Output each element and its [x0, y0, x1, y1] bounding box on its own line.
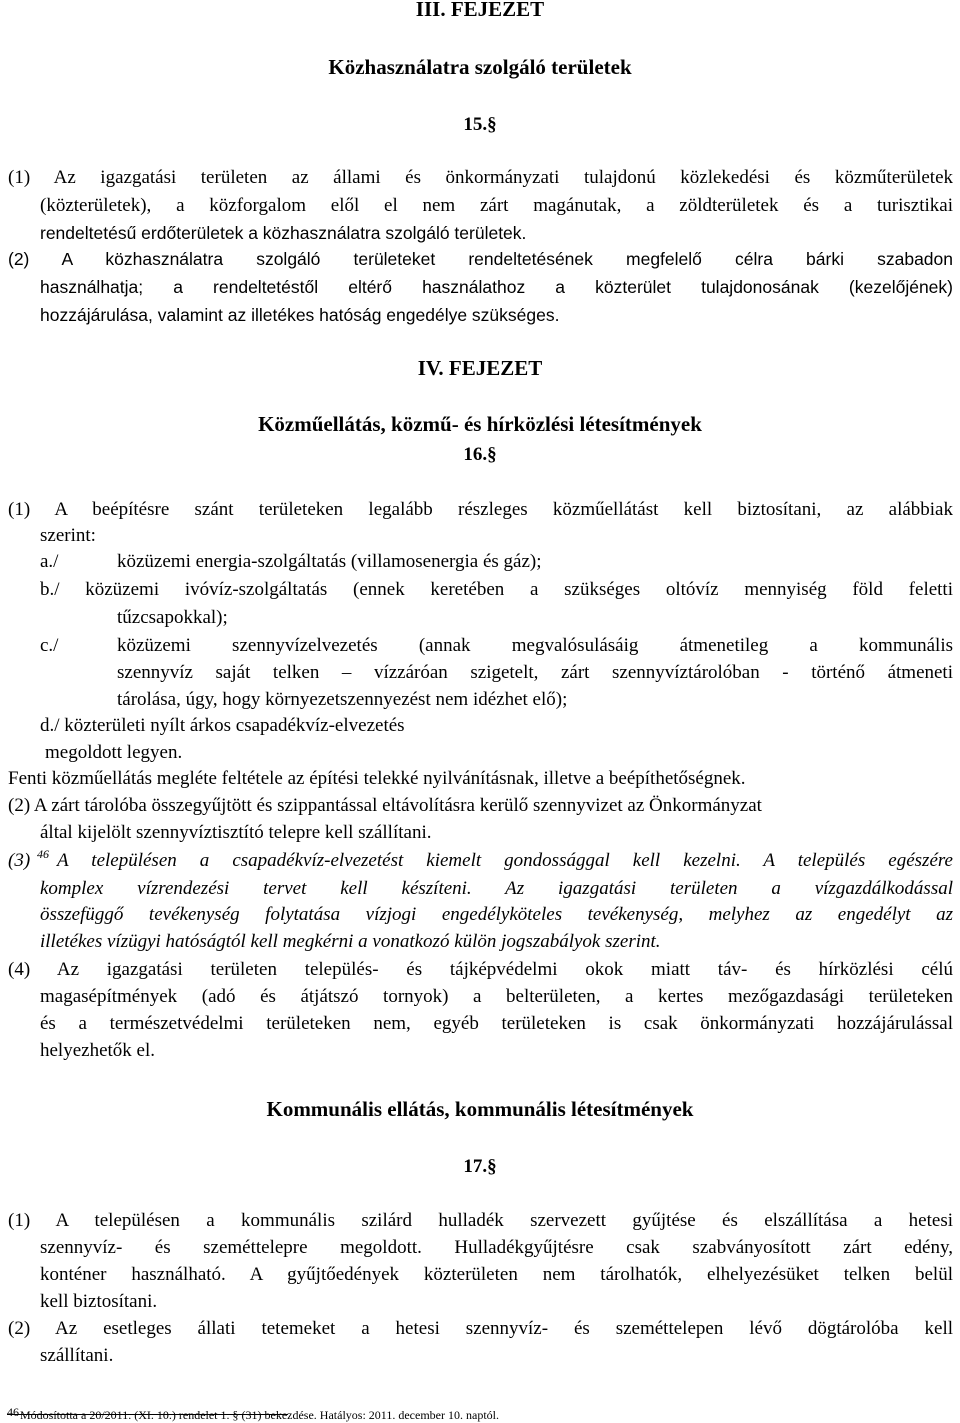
paragraph-line: (2) A zárt tárolóba összegyűjtött és szippantással eltávolításra kerülő szennyvizet az Önkormányzat — [8, 795, 762, 816]
paragraph-line: (2) Az esetleges állati tetemeket a hetesi szennyvíz- és szeméttelepen lévő dögtárolóba kell — [8, 1318, 953, 1339]
section-number: 15.§ — [463, 114, 497, 135]
list-item-continued: tárolása, úgy, hogy környezetszennyezést nem idézhet elő); — [117, 689, 568, 710]
paragraph-label: (3) — [8, 850, 31, 871]
paragraph-line: (1) A településen a kommunális szilárd hulladék szervezett gyűjtése és elszállítása a hetesi — [8, 1210, 953, 1231]
paragraph-line: helyezhetők el. — [40, 1040, 156, 1061]
section-title: Kommunális ellátás, kommunális létesítmények — [266, 1097, 694, 1121]
paragraph-line: A településen a csapadékvíz-elvezetést kiemelt gondossággal kell kezelni. A település egészére — [57, 850, 953, 871]
list-label: a./ — [40, 551, 59, 572]
paragraph-line: szállítani. — [40, 1345, 114, 1366]
chapter-heading: IV. FEJEZET — [417, 356, 543, 380]
paragraph-line: hozzájárulása, valamint az illetékes hatóság engedélye szükséges. — [40, 305, 560, 325]
paragraph-line: magasépítmények (adó és átjátszó tornyok) a belterületen, a kertes mezőgazdasági területeken — [40, 986, 953, 1007]
paragraph-line: szerint: — [40, 525, 96, 546]
paragraph-line: konténer használható. A gyűjtőedények közterületen nem tárolhatók, elhelyezésüket telken belül — [40, 1264, 953, 1285]
paragraph-line: által kijelölt szennyvíztisztító telepre kell szállítani. — [40, 822, 432, 843]
paragraph-line: illetékes vízügyi hatóságtól kell megkérni a vonatkozó külön jogszabályok szerint. — [40, 931, 661, 952]
list-item-continued: tűzcsapokkal); — [117, 607, 228, 628]
paragraph-line: kell biztosítani. — [40, 1291, 158, 1312]
chapter-title: Közhasználatra szolgáló területek — [328, 55, 632, 79]
paragraph-line: rendeltetésű erdőterületek a közhasználatra szolgáló területek. — [40, 223, 527, 243]
list-item: közüzemi szennyvízelvezetés (annak megvalósulásáig átmenetileg a kommunális — [117, 635, 953, 656]
section-number: 16.§ — [463, 444, 497, 465]
list-item: közüzemi energia-szolgáltatás (villamosenergia és gáz); — [117, 551, 542, 572]
paragraph-line: használhatja; a rendeltetéstől eltérő használathoz a közterület tulajdonosának (kezelőjének) — [40, 277, 953, 297]
paragraph-line: szennyvíz- és szeméttelepre megoldott. Hulladékgyűjtésre csak szabványosított zárt edény, — [40, 1237, 953, 1258]
paragraph-line: (2) A közhasználatra szolgáló területeket rendeltetésének megfelelő célra bárki szabadon — [8, 249, 953, 269]
paragraph-line: (1) A beépítésre szánt területeken legalább részleges közműellátást kell biztosítani, az alábbiak — [8, 499, 953, 520]
chapter-title: Közműellátás, közmű- és hírközlési létesítmények — [258, 412, 702, 436]
footnote-reference[interactable]: 46 — [37, 847, 49, 861]
paragraph-line: és a természetvédelmi területeken nem, egyéb területeken is csak önkormányzati hozzájárulással — [40, 1013, 953, 1034]
footnote-text: Módosította a 20/2011. (XI. 10.) rendelet 1. § (31) bekezdése. Hatályos: 2011. december 10. naptól. — [20, 1408, 499, 1422]
section-number: 17.§ — [463, 1156, 497, 1177]
paragraph-line: komplex vízrendezési tervet kell készíteni. Az igazgatási területen a vízgazdálkodással — [40, 878, 953, 899]
paragraph-line: (közterületek), a közforgalom elől el nem zárt magánutak, a zöldterületek és a turisztikai — [40, 195, 953, 216]
paragraph-line: (4) Az igazgatási területen település- és tájképvédelmi okok miatt táv- és hírközlési célú — [8, 959, 953, 980]
list-label: c./ — [40, 635, 59, 656]
list-item: d./ közterületi nyílt árkos csapadékvíz-elvezetés — [40, 715, 405, 736]
list-item-continued: szennyvíz saját telken – vízzáróan szigetelt, zárt szennyvíztárolóban - történő átmeneti — [117, 662, 953, 683]
footnote-number: 46 — [7, 1405, 19, 1419]
paragraph-line: megoldott legyen. — [45, 742, 183, 763]
chapter-heading: III. FEJEZET — [415, 0, 545, 21]
paragraph-line: (1) Az igazgatási területen az állami és önkormányzati tulajdonú közlekedési és közműterületek — [8, 167, 953, 188]
list-item: b./ közüzemi ivóvíz-szolgáltatás (ennek keretében a szükséges oltóvíz mennyiség föld feletti — [40, 579, 953, 600]
paragraph-line: Fenti közműellátás megléte feltétele az építési telekké nyilvánításnak, illetve a beépíthetőségnek. — [8, 768, 746, 789]
paragraph-line: összefüggő tevékenység folytatása vízjogi engedélyköteles tevékenység, melyhez az engedélyt az — [40, 904, 953, 925]
